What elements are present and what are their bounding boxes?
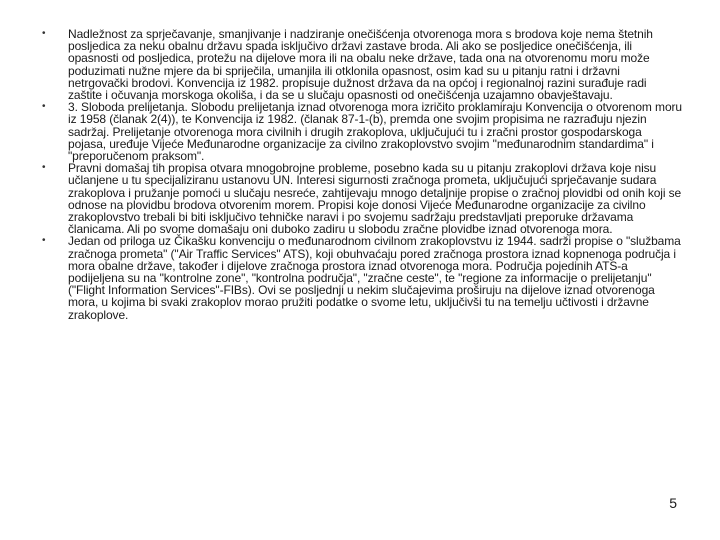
bullet-list — [42, 28, 682, 321]
bullet-text: 3. Sloboda prelijetanja. Slobodu prelijetanja iznad otvorenoga mora izričito proklamiraju Konvencija o otvorenom moru iz 1958 (članak 2(4)), te Konvencija iz 1982. (članak 87-1-(b), premda one svojim propisima ne razrađuju njezin sadržaj. Prelijetanje otvorenoga mora civilnih i drugih zrakoplova, uključujući tu i zračni prostor gospodarskoga pojasa, uređuje Vijeće Međunarodne organizacije za civilno zrakoplovstvo svojim "međunarodnim standardima" i "preporučenom praksom". — [68, 100, 682, 164]
bullet-icon: • — [42, 28, 46, 39]
bullet-text: Jedan od priloga uz Čikašku konvenciju o međunarodnom civilnom zrakoplovstvu iz 1944. sadrži propise o "službama zračnoga prometa" ("Air Traffic Services" ATS), koji obuhvaćaju pored zračnoga prostora iznad kopnenoga područja i mora obalne države, također i dijelove zračnoga prostora iznad otvorenoga mora. Područja pojedinih ATS-a podijeljena su na "kontrolne zone", "kontrolna područja", "zračne ceste", te "regione za informacije o prelijetanju" ("Flight Information Services"-FIBs). Ovi se posljednji u nekim slučajevima proširuju na dijelove iznad otvorenoga mora, u kojima bi svaki zrakoplov morao pružiti podatke o svome letu, uključivši tu na temelju učtivosti i državne zrakoplove. — [68, 234, 681, 322]
bullet-item-overflight — [42, 101, 682, 162]
bullet-item-pollution — [42, 28, 682, 101]
bullet-icon: • — [42, 101, 46, 113]
bullet-text: Nadležnost za sprječavanje, smanjivanje i nadziranje onečišćenja otvorenoga mora s brodova koje nema štetnih posljedica za neku obalnu državu spada isključivo državi zastave broda. Ali ako se posljedice onečišćenja, ili opasnosti od posljedica, protežu na dijelove mora ili na obalu neke države, tada ona na otvorenomu moru može poduzimati nužne mjere da bi spriječila, umanjila ili otklonila opasnost, osim kad su u pitanju ratni i državni netrgovački brodovi. Konvencija iz 1982. propisuje dužnost država da na općoj i regionalnoj razini surađuje radi zaštite i očuvanja morskoga okoliša, i da se u slučaju opasnosti od onečišćenja uzajamno obavještavaju. — [68, 27, 653, 103]
page-number: 5 — [669, 495, 677, 511]
bullet-item-chicago-convention — [42, 235, 682, 320]
bullet-text: Pravni domašaj tih propisa otvara mnogobrojne probleme, posebno kada su u pitanju zrakoplovi država koje nisu učlanjene u tu specijaliziranu ustanovu UN. Interesi sigurnosti zračnoga prometa, uključujući sprječavanje sudara zrakoplova i pružanje pomoći u slučaju nesreće, zahtijevaju mnogo detaljnije propise o zračnoj plovidbi od onih koji se odnose na plovidbu brodova otvorenim morem. Propisi koje donosi Vijeće Međunarodne organizacije za civilno zrakoplovstvo trebali bi biti isključivo tehničke naravi i po svojemu sadržaju predstavljati preporuke državama članicama. Ali po svome domašaju oni duboko zadiru u slobodu zračne plovidbe iznad otvorenoga mora. — [68, 161, 682, 237]
bullet-icon: • — [42, 235, 46, 247]
bullet-icon: • — [42, 162, 46, 174]
bullet-item-legal-scope — [42, 162, 682, 235]
